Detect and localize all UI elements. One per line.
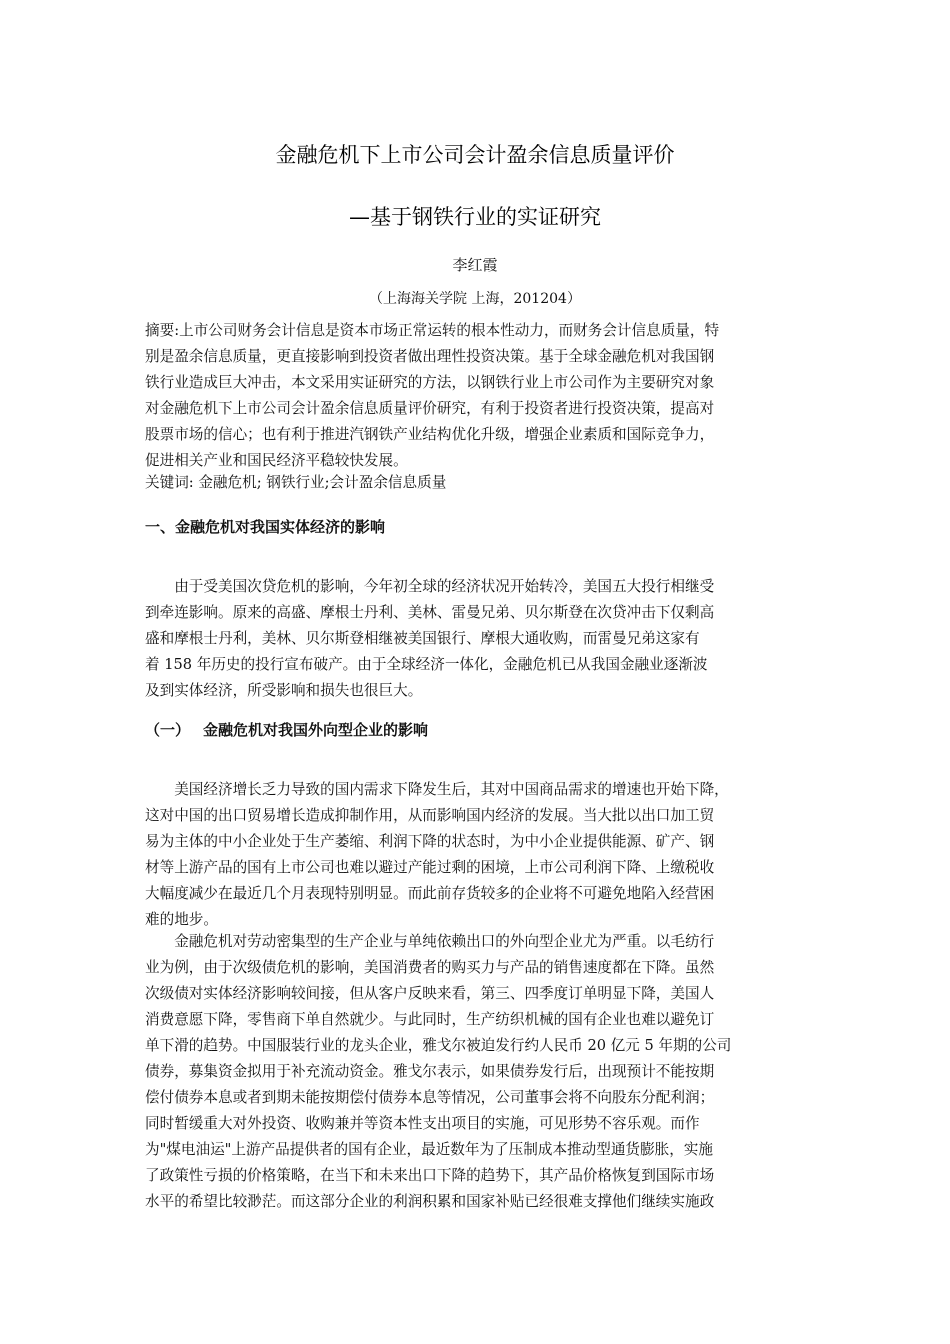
author-name: 李红霞: [452, 256, 498, 274]
paper-subtitle: —基于钢铁行业的实证研究: [349, 205, 601, 229]
paragraph-line: 消费意愿下降，零售商下单自然就少。与此同时，生产纺织机械的国有企业也难以避免订: [145, 1011, 715, 1028]
paragraph-line: 美国经济增长乏力导致的国内需求下降发生后，其对中国商品需求的增速也开始下降，: [145, 781, 729, 798]
paragraph-line: 大幅度减少在最近几个月表现特别明显。而此前存货较多的企业将不可避免地陷入经营困: [145, 885, 715, 902]
abstract-line: 促进相关产业和国民经济平稳较快发展。: [145, 452, 408, 469]
paragraph-line: 水平的希望比较渺茫。而这部分企业的利润积累和国家补贴已经很难支撑他们继续实施政: [145, 1193, 715, 1210]
subsection-title: 金融危机对我国外向型企业的影响: [203, 721, 429, 739]
paragraph-line: 盛和摩根士丹利，美林、贝尔斯登相继被美国银行、摩根大通收购，而雷曼兄弟这家有: [145, 630, 700, 647]
paragraph-line: 着 158 年历史的投行宣布破产。由于全球经济一体化，金融危机已从我国金融业逐渐波: [145, 656, 708, 673]
paragraph-line: 债券，募集资金拟用于补充流动资金。雅戈尔表示，如果债券发行后，出现预计不能按期: [145, 1063, 715, 1080]
keywords-line: 关键词: 金融危机; 钢铁行业;会计盈余信息质量: [145, 474, 447, 491]
paragraph-line: 金融危机对劳动密集型的生产企业与单纯依赖出口的外向型企业尤为严重。以毛纺行: [145, 933, 715, 950]
subsection-paragraph-1: [145, 777, 805, 933]
paragraph-line: 单下滑的趋势。中国服装行业的龙头企业，雅戈尔被迫发行约人民币 20 亿元 5 年期的公司: [145, 1037, 732, 1054]
paragraph-line: 业为例，由于次级债危机的影响，美国消费者的购买力与产品的销售速度都在下降。虽然: [145, 959, 715, 976]
paragraph-line: 由于受美国次贷危机的影响，今年初全球的经济状况开始转冷，美国五大投行相继受: [145, 578, 715, 595]
subsection-number: （一）: [145, 721, 191, 739]
subsection-heading: [145, 719, 428, 740]
paragraph-line: 这对中国的出口贸易增长造成抑制作用，从而影响国内经济的发展。当大批以出口加工贸: [145, 807, 715, 824]
paragraph-line: 同时暂缓重大对外投资、收购兼并等资本性支出项目的实施，可见形势不容乐观。而作: [145, 1115, 700, 1132]
paragraph-line: 次级债对实体经济影响较间接，但从客户反映来看，第三、四季度订单明显下降，美国人: [145, 985, 715, 1002]
abstract: [145, 318, 805, 474]
abstract-line: 对金融危机下上市公司会计盈余信息质量评价研究，有利于投资者进行投资决策，提高对: [145, 400, 715, 417]
paragraph-line: 了政策性亏损的价格策略，在当下和未来出口下降的趋势下，其产品价格恢复到国际市场: [145, 1167, 715, 1184]
abstract-line: 摘要:上市公司财务会计信息是资本市场正常运转的根本性动力，而财务会计信息质量，特: [145, 322, 720, 339]
paper-title: 金融危机下上市公司会计盈余信息质量评价: [275, 143, 675, 167]
author-affiliation: （上海海关学院 上海，201204）: [369, 291, 581, 307]
paragraph-line: 偿付债券本息或者到期未能按期偿付债券本息等情况，公司董事会将不向股东分配利润；: [145, 1089, 715, 1106]
paragraph-line: 到牵连影响。原来的高盛、摩根士丹利、美林、雷曼兄弟、贝尔斯登在次贷冲击下仅剩高: [145, 604, 715, 621]
abstract-line: 别是盈余信息质量，更直接影响到投资者做出理性投资决策。基于全球金融危机对我国钢: [145, 348, 715, 365]
keywords: [145, 470, 805, 496]
section-heading: 一、金融危机对我国实体经济的影响: [145, 518, 386, 536]
paragraph-line: 材等上游产品的国有上市公司也难以避过产能过剩的困境，上市公司利润下降、上缴税收: [145, 859, 715, 876]
paragraph-line: 为"煤电油运"上游产品提供者的国有企业，最近数年为了压制成本推动型通货膨胀，实施: [145, 1141, 713, 1158]
paragraph-line: 难的地步。: [145, 911, 218, 928]
abstract-line: 股票市场的信心；也有利于推进汽钢铁产业结构优化升级，增强企业素质和国际竞争力，: [145, 426, 715, 443]
subsection-paragraph-2: [145, 929, 805, 1215]
paragraph-line: 及到实体经济，所受影响和损失也很巨大。: [145, 682, 423, 699]
section-paragraph: [145, 574, 805, 704]
paragraph-line: 易为主体的中小企业处于生产萎缩、利润下降的状态时，为中小企业提供能源、矿产、钢: [145, 833, 715, 850]
abstract-line: 铁行业造成巨大冲击，本文采用实证研究的方法，以钢铁行业上市公司作为主要研究对象: [145, 374, 715, 391]
